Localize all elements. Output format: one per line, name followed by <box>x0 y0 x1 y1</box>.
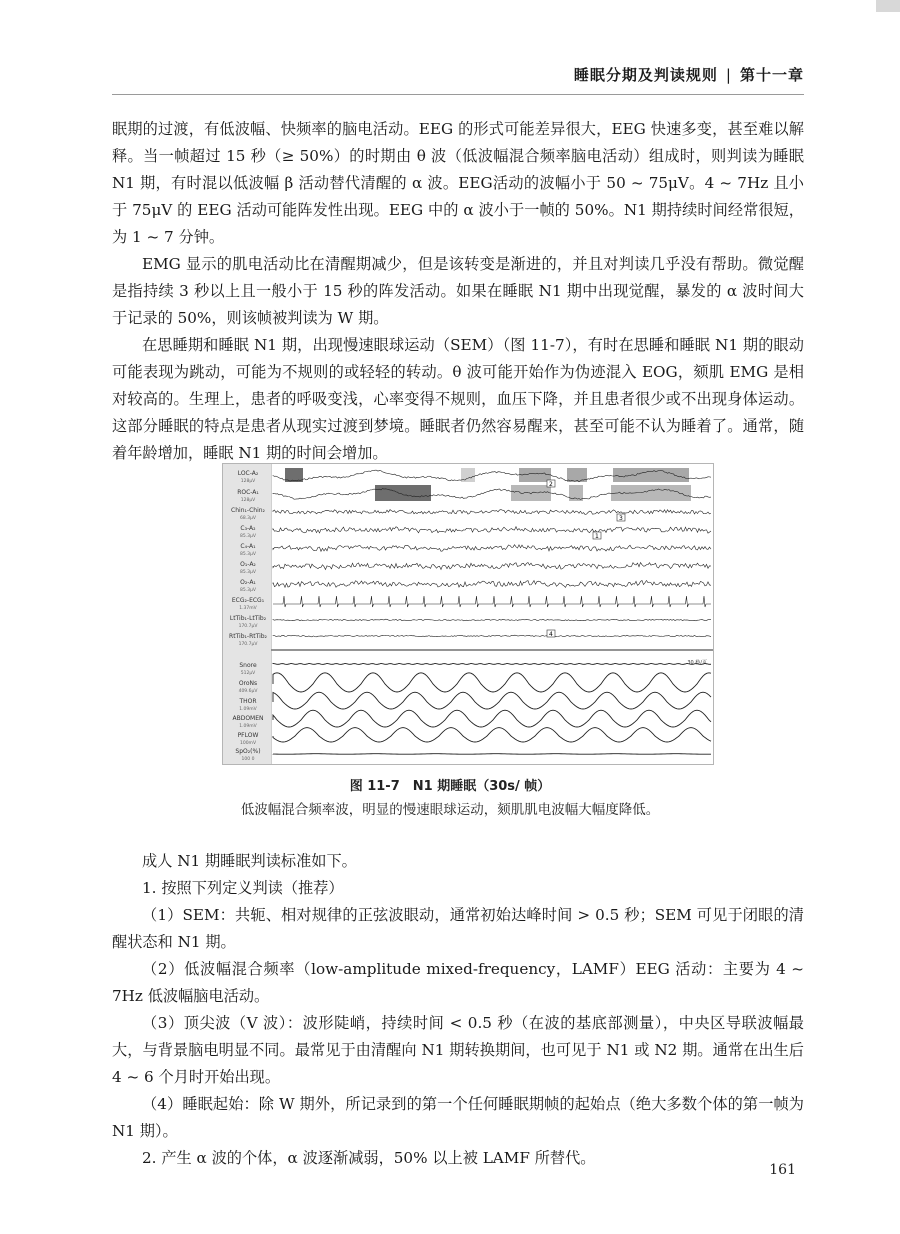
channel-scale: 85.3μV <box>240 570 256 575</box>
channel-scale: 85.3μV <box>240 534 256 539</box>
channel-name: Chin₁-Chin₂ <box>231 507 265 514</box>
channel-label <box>225 470 271 486</box>
channel-label <box>225 525 271 541</box>
channel-name: THOR <box>239 698 257 705</box>
marker-2 <box>547 480 555 488</box>
channel-label <box>225 615 271 631</box>
marker-4 <box>547 630 555 638</box>
marker-label: 1 <box>595 533 599 540</box>
eeg-trace <box>273 580 711 587</box>
marker-label: 3 <box>619 515 623 522</box>
channel-name: O₂-A₁ <box>240 579 256 586</box>
paragraph-4: 成人 N1 期睡眠判读标准如下。 <box>142 852 357 870</box>
channel-label-column <box>223 464 271 764</box>
paragraph-1: 眠期的过渡，有低波幅、快频率的脑电活动。EEG 的形式可能差异很大，EEG 快速多变，甚至难以解释。当一帧超过 15 秒（≥ 50%）的时期由 θ 波（低波幅混合频率脑电活动）组成时，则判读为睡眠 N1 期，有时混以低波幅 β 活动替代清醒的 α 波。EEG活动的波幅小于 50 ~ 75μV。4 ~ 7Hz 且小于 75μV 的 EEG 活动可能阵发性出现。EEG 中的 α 波小于一帧的 50%。N1 期持续时间经常很短，为 1 ~ 7 分钟。 <box>112 120 804 246</box>
channel-name: OroNs <box>238 680 258 687</box>
channel-scale: 1.37mV <box>239 606 257 611</box>
channel-name: SpO₂(%) <box>235 748 261 755</box>
respiratory-trace <box>273 692 711 709</box>
channel-label <box>225 507 271 523</box>
running-head-title: 睡眠分期及判读规则 <box>573 66 718 84</box>
corner-mark <box>876 0 900 12</box>
channel-label <box>225 662 271 678</box>
channel-scale: 512μV <box>240 671 256 676</box>
running-head <box>574 64 804 85</box>
channel-name: ROC-A₁ <box>237 489 259 496</box>
channel-label <box>225 597 271 613</box>
paragraph-6: （1）SEM：共轭、相对规律的正弦波眼动，通常初始达峰时间 > 0.5 秒；SEM 可见于闭眼的清醒状态和 N1 期。 <box>112 906 804 951</box>
eeg-trace <box>273 510 711 515</box>
channel-label <box>225 698 271 714</box>
sem-highlight <box>519 468 551 482</box>
body-text-top <box>112 116 804 467</box>
channel-label <box>225 633 271 649</box>
respiratory-trace <box>273 728 711 742</box>
channel-scale: 68.3μV <box>240 516 256 521</box>
running-head-separator: | <box>725 66 732 84</box>
body-text-bottom <box>112 848 804 1172</box>
channel-name: LOC-A₂ <box>237 470 259 477</box>
channel-label <box>225 748 271 764</box>
ecg-trace <box>273 596 711 607</box>
eeg-trace <box>273 635 711 637</box>
psg-figure <box>222 463 714 765</box>
eeg-trace <box>273 527 711 533</box>
paragraph-3: 在思睡期和睡眠 N1 期，出现慢速眼球运动（SEM）（图 11-7），有时在思睡和睡眠 N1 期的眼动可能表现为跳动，可能为不规则的或轻轻的转动。θ 波可能开始作为伪迹混入 EOG，颏肌 EMG 是相对较高的。生理上，患者的呼吸变浅，心率变得不规则，血压下降，并且患者很少或不出现身体运动。这部分睡眠的特点是患者从现实过渡到梦境。睡眠者仍然容易醒来，甚至可能不认为睡着了。通常，随着年龄增加，睡眠 N1 期的时间会增加。 <box>112 336 804 462</box>
channel-name: ECG₂-ECG₁ <box>231 597 265 604</box>
figure-title: 图 11-7 N1 期睡眠（30s/ 帧） <box>349 779 551 794</box>
channel-label <box>225 732 271 748</box>
marker-3 <box>617 514 625 522</box>
eeg-trace <box>273 619 711 621</box>
page-number: 161 <box>769 1162 796 1178</box>
channel-scale: 128μV <box>240 498 256 503</box>
channel-scale: 85.3μV <box>240 588 256 593</box>
channel-scale: 1.09mV <box>239 707 257 712</box>
respiratory-trace <box>273 710 711 727</box>
channel-scale: 100 0 <box>241 757 255 762</box>
eeg-trace <box>273 563 711 570</box>
channel-scale: 170.7μV <box>238 642 258 647</box>
channel-scale: 409.6μV <box>238 689 258 694</box>
channel-label <box>225 561 271 577</box>
paragraph-5: 1. 按照下列定义判读（推荐） <box>142 879 344 897</box>
respiratory-trace-group <box>273 663 711 754</box>
marker-1 <box>593 532 601 540</box>
epoch-label: 30 秒/页 <box>687 660 707 666</box>
channel-name: ABDOMEN <box>232 715 264 722</box>
channel-name: O₁-A₂ <box>240 561 256 568</box>
channel-name: C₃-A₂ <box>240 525 256 532</box>
running-head-chapter: 第十一章 <box>739 66 804 84</box>
marker-label: 2 <box>549 481 553 488</box>
channel-label <box>225 680 271 696</box>
psg-traces <box>271 464 713 764</box>
header-rule <box>112 94 804 95</box>
channel-scale: 128μV <box>240 479 256 484</box>
channel-scale: 100mV <box>239 741 257 746</box>
paragraph-8: （3）顶尖波（V 波）：波形陡峭，持续时间 < 0.5 秒（在波的基底部测量），中央区导联波幅最大，与背景脑电明显不同。最常见于由清醒向 N1 期转换期间，也可见于 N1 或 N2 期。通常在出生后 4 ~ 6 个月时开始出现。 <box>112 1014 804 1086</box>
channel-scale: 85.3μV <box>240 552 256 557</box>
respiratory-trace <box>273 663 711 664</box>
channel-label <box>225 715 271 731</box>
channel-name: RtTib₁-RtTib₂ <box>229 633 267 640</box>
marker-label: 4 <box>549 631 553 638</box>
channel-scale: 1.09mV <box>239 724 257 729</box>
channel-label <box>225 543 271 559</box>
paragraph-10: 2. 产生 α 波的个体，α 波逐渐减弱，50% 以上被 LAMF 所替代。 <box>142 1149 596 1167</box>
paragraph-2: EMG 显示的肌电活动比在清醒期减少，但是该转变是渐进的，并且对判读几乎没有帮助。微觉醒是指持续 3 秒以上且一般小于 15 秒的阵发活动。如果在睡眠 N1 期中出现觉醒，暴发的 α 波时间大于记录的 50%，则该帧被判读为 W 期。 <box>112 255 804 327</box>
respiratory-trace <box>273 673 711 692</box>
sem-highlight <box>375 485 431 501</box>
ecg-beat-group <box>273 596 711 607</box>
channel-name: LtTib₁-LtTib₂ <box>229 615 267 622</box>
eeg-trace <box>273 545 711 552</box>
sem-highlight <box>613 468 689 482</box>
sem-highlight <box>511 485 551 501</box>
paragraph-7: （2）低波幅混合频率（low-amplitude mixed-frequency，LAMF）EEG 活动：主要为 4 ~ 7Hz 低波幅脑电活动。 <box>112 960 804 1005</box>
channel-name: PFLOW <box>237 732 259 739</box>
channel-label <box>225 579 271 595</box>
channel-scale: 170.7μV <box>238 624 258 629</box>
channel-name: C₄-A₁ <box>240 543 256 550</box>
channel-label <box>225 489 271 505</box>
channel-name: Snore <box>239 662 257 669</box>
paragraph-9: （4）睡眠起始：除 W 期外，所记录到的第一个任何睡眠期帧的起始点（绝大多数个体的第一帧为 N1 期）。 <box>112 1095 804 1140</box>
figure-caption: 低波幅混合频率波，明显的慢速眼球运动，颏肌肌电波幅大幅度降低。 <box>240 802 660 818</box>
